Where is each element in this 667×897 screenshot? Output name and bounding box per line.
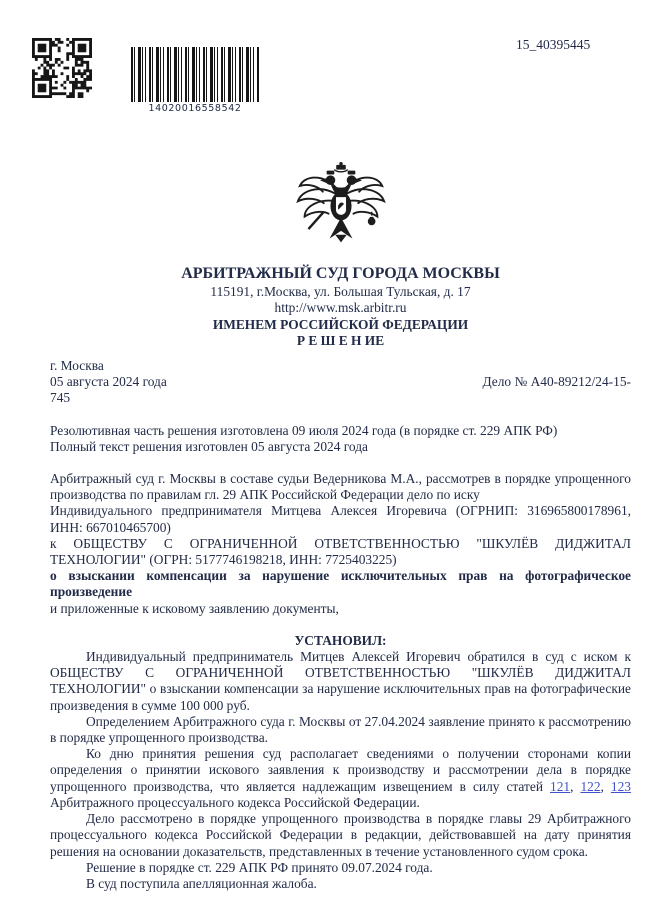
plaintiff: Индивидуального предпринимателя Митцева Алексея Игоревича (ОГРНИП: 316965800178961, ИНН: 667010465700) xyxy=(50,503,631,535)
claim-subject: о взыскании компенсации за нарушение исключительных прав на фотографическое произведение xyxy=(50,568,631,600)
barcode-bars xyxy=(131,47,259,102)
established-paragraph-4: Дело рассмотрено в порядке упрощенного производства в порядке главы 29 Арбитражного процессуального кодекса Российской Федерации в редакции, действовавшей на дату принятия решения на основании доказательств, представленных в течение установленного судом срока. xyxy=(50,811,631,859)
link-separator: , xyxy=(570,778,581,794)
decision-date: 05 августа 2024 года xyxy=(50,374,167,390)
article-121-link[interactable]: 121 xyxy=(550,778,571,794)
coat-of-arms-icon xyxy=(50,162,631,256)
case-number-continued: 745 xyxy=(50,390,71,406)
full-text-line: Полный текст решения изготовлен 05 августа 2024 года xyxy=(50,438,368,454)
document-number: 15_40395445 xyxy=(516,37,591,52)
city: г. Москва xyxy=(50,358,104,374)
established-paragraph-5: Решение в порядке ст. 229 АПК РФ принято 09.07.2024 года. xyxy=(86,859,433,875)
article-122-link[interactable]: 122 xyxy=(580,778,601,794)
in-the-name-line: ИМЕНЕМ РОССИЙСКОЙ ФЕДЕРАЦИИ xyxy=(212,316,469,332)
qr-code-icon xyxy=(32,38,92,103)
barcode-number: 14020016558542 xyxy=(148,103,242,114)
court-address: 115191, г.Москва, ул. Большая Тульская, д. 17 xyxy=(210,284,471,300)
established-paragraph-3 xyxy=(50,746,631,811)
established-heading: УСТАНОВИЛ: xyxy=(294,632,387,648)
established-paragraph-1: Индивидуальный предприниматель Митцев Алексей Игоревич обратился в суд с иском к ОБЩЕСТВУ С ОГРАНИЧЕННОЙ ОТВЕТСТВЕННОСТЬЮ "ШКУЛЁВ ДИДЖИТАЛ ТЕХНОЛОГИИ" о взыскании компенсации за нарушение исключительных прав на фотографические произведения в сумме 100 000 руб. xyxy=(50,649,631,713)
defendant: к ОБЩЕСТВУ С ОГРАНИЧЕННОЙ ОТВЕТСТВЕННОСТЬЮ "ШКУЛЁВ ДИДЖИТАЛ ТЕХНОЛОГИИ" (ОГРН: 5177746198218, ИНН: 7725403225) xyxy=(50,535,631,568)
court-composition: Арбитражный суд г. Москвы в составе судьи Ведерникова М.А., рассмотрев в порядке упрощенного производства по правилам гл. 29 АПК Российской Федерации дело по иску xyxy=(50,471,631,503)
link-separator: , xyxy=(600,778,611,794)
notice-text-before-links: Ко дню принятия решения суд располагает сведениями о получении сторонами копии определения о принятии искового заявления к производству и рассмотрении дела в порядке упрощенного производства, что является надлежащим извещением в силу статей xyxy=(50,746,631,794)
decision-title: Р Е Ш Е Н ИЕ xyxy=(296,332,385,348)
court-website: http://www.msk.arbitr.ru xyxy=(274,300,407,316)
resolutive-part-line: Резолютивная часть решения изготовлена 09 июля 2024 года (в порядке ст. 229 АПК РФ) xyxy=(50,422,558,438)
notice-text-after-links: Арбитражного процессуального кодекса Российской Федерации. xyxy=(50,794,420,810)
court-name: АРБИТРАЖНЫЙ СУД ГОРОДА МОСКВЫ xyxy=(181,265,500,283)
established-paragraph-2: Определением Арбитражного суда г. Москвы от 27.04.2024 заявление принято к рассмотрению в порядке упрощенного производства. xyxy=(50,713,631,746)
case-number: Дело № А40-89212/24-15- xyxy=(482,374,631,390)
established-paragraph-6: В суд поступила апелляционная жалоба. xyxy=(86,875,317,891)
article-123-link[interactable]: 123 xyxy=(610,778,631,794)
barcode xyxy=(131,47,259,114)
attachments-line: и приложенные к исковому заявлению документы, xyxy=(50,600,339,616)
